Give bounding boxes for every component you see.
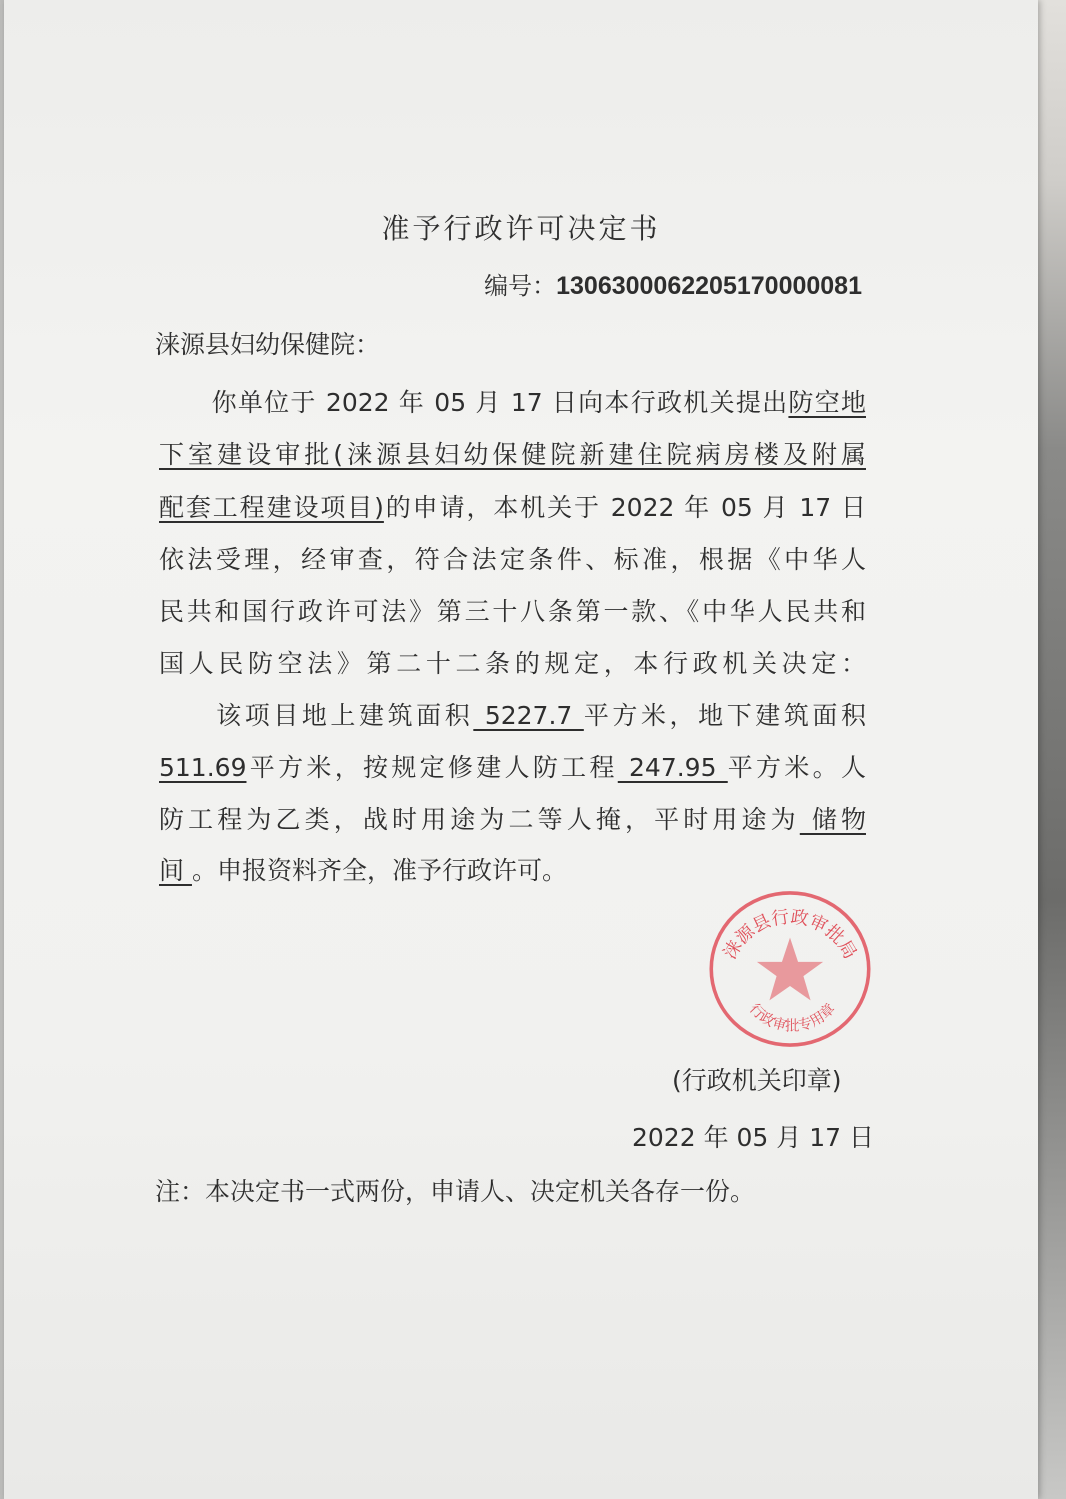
text-segment: 平方米，按规定修建人防工程 (246, 753, 618, 782)
body-line (159, 435, 866, 471)
underlined-field: 间 (159, 856, 192, 885)
body-line (159, 383, 866, 419)
underlined-field: 511.69 (159, 753, 247, 782)
stamp-bottom-text: 行政审批专用章 (745, 1000, 839, 1035)
stamp-top-text: 涞源县行政审批局 (719, 906, 861, 963)
svg-text:行政审批专用章 (746, 1000, 839, 1035)
text-segment: 平方米。人 (727, 753, 866, 782)
body-line (159, 696, 866, 732)
text-segment: 该项目地上建筑面积 (159, 701, 474, 730)
addressee: 涞源县妇幼保健院： (155, 330, 381, 359)
underlined-field: 5227.7 (473, 701, 584, 730)
number-value: 1306300062205170000081 (556, 272, 862, 300)
underlined-field: 防空地 (788, 388, 866, 417)
body-line (159, 540, 866, 576)
document-title: 准予行政许可决定书 (381, 212, 661, 245)
underlined-field: 下室建设审批(涞源县妇幼保健院新建住院病房楼及附属 (159, 440, 866, 469)
seal-label: (行政机关印章) (672, 1066, 842, 1095)
text-segment: 。申报资料齐全，准予行政许可。 (191, 856, 567, 885)
number-label: 编号： (484, 272, 557, 300)
body-line (159, 748, 866, 784)
star-icon (757, 938, 823, 1001)
underlined-field: 247.95 (617, 753, 728, 782)
text-segment: 防工程为乙类，战时用途为二等人掩，平时用途为 (159, 805, 800, 834)
note: 注：本决定书一式两份，申请人、决定机关各存一份。 (155, 1177, 756, 1206)
text-segment: 依法受理，经审查，符合法定条件、标准，根据《中华人 (159, 545, 866, 574)
text-segment: 平方米，地下建筑面积 (583, 701, 866, 730)
text-segment: 你单位于 2022 年 05 月 17 日向本行政机关提出 (159, 388, 789, 417)
body-line (159, 800, 866, 836)
underlined-field: 储物 (799, 805, 866, 834)
text-segment: 的申请，本机关于 2022 年 05 月 17 日 (383, 493, 866, 522)
body-line (159, 592, 866, 628)
text-segment: 国人民防空法》第二十二条的规定，本行政机关决定： (159, 649, 866, 678)
document-number (484, 266, 862, 301)
body-line (159, 488, 866, 524)
issue-date: 2022 年 05 月 17 日 (632, 1123, 874, 1152)
document-page (4, 0, 1038, 1499)
official-seal-stamp (705, 886, 875, 1052)
body-line (159, 851, 567, 887)
body-line (159, 644, 866, 680)
underlined-field: 配套工程建设项目) (159, 493, 384, 522)
text-segment: 民共和国行政许可法》第三十八条第一款、《中华人民共和 (159, 597, 866, 626)
